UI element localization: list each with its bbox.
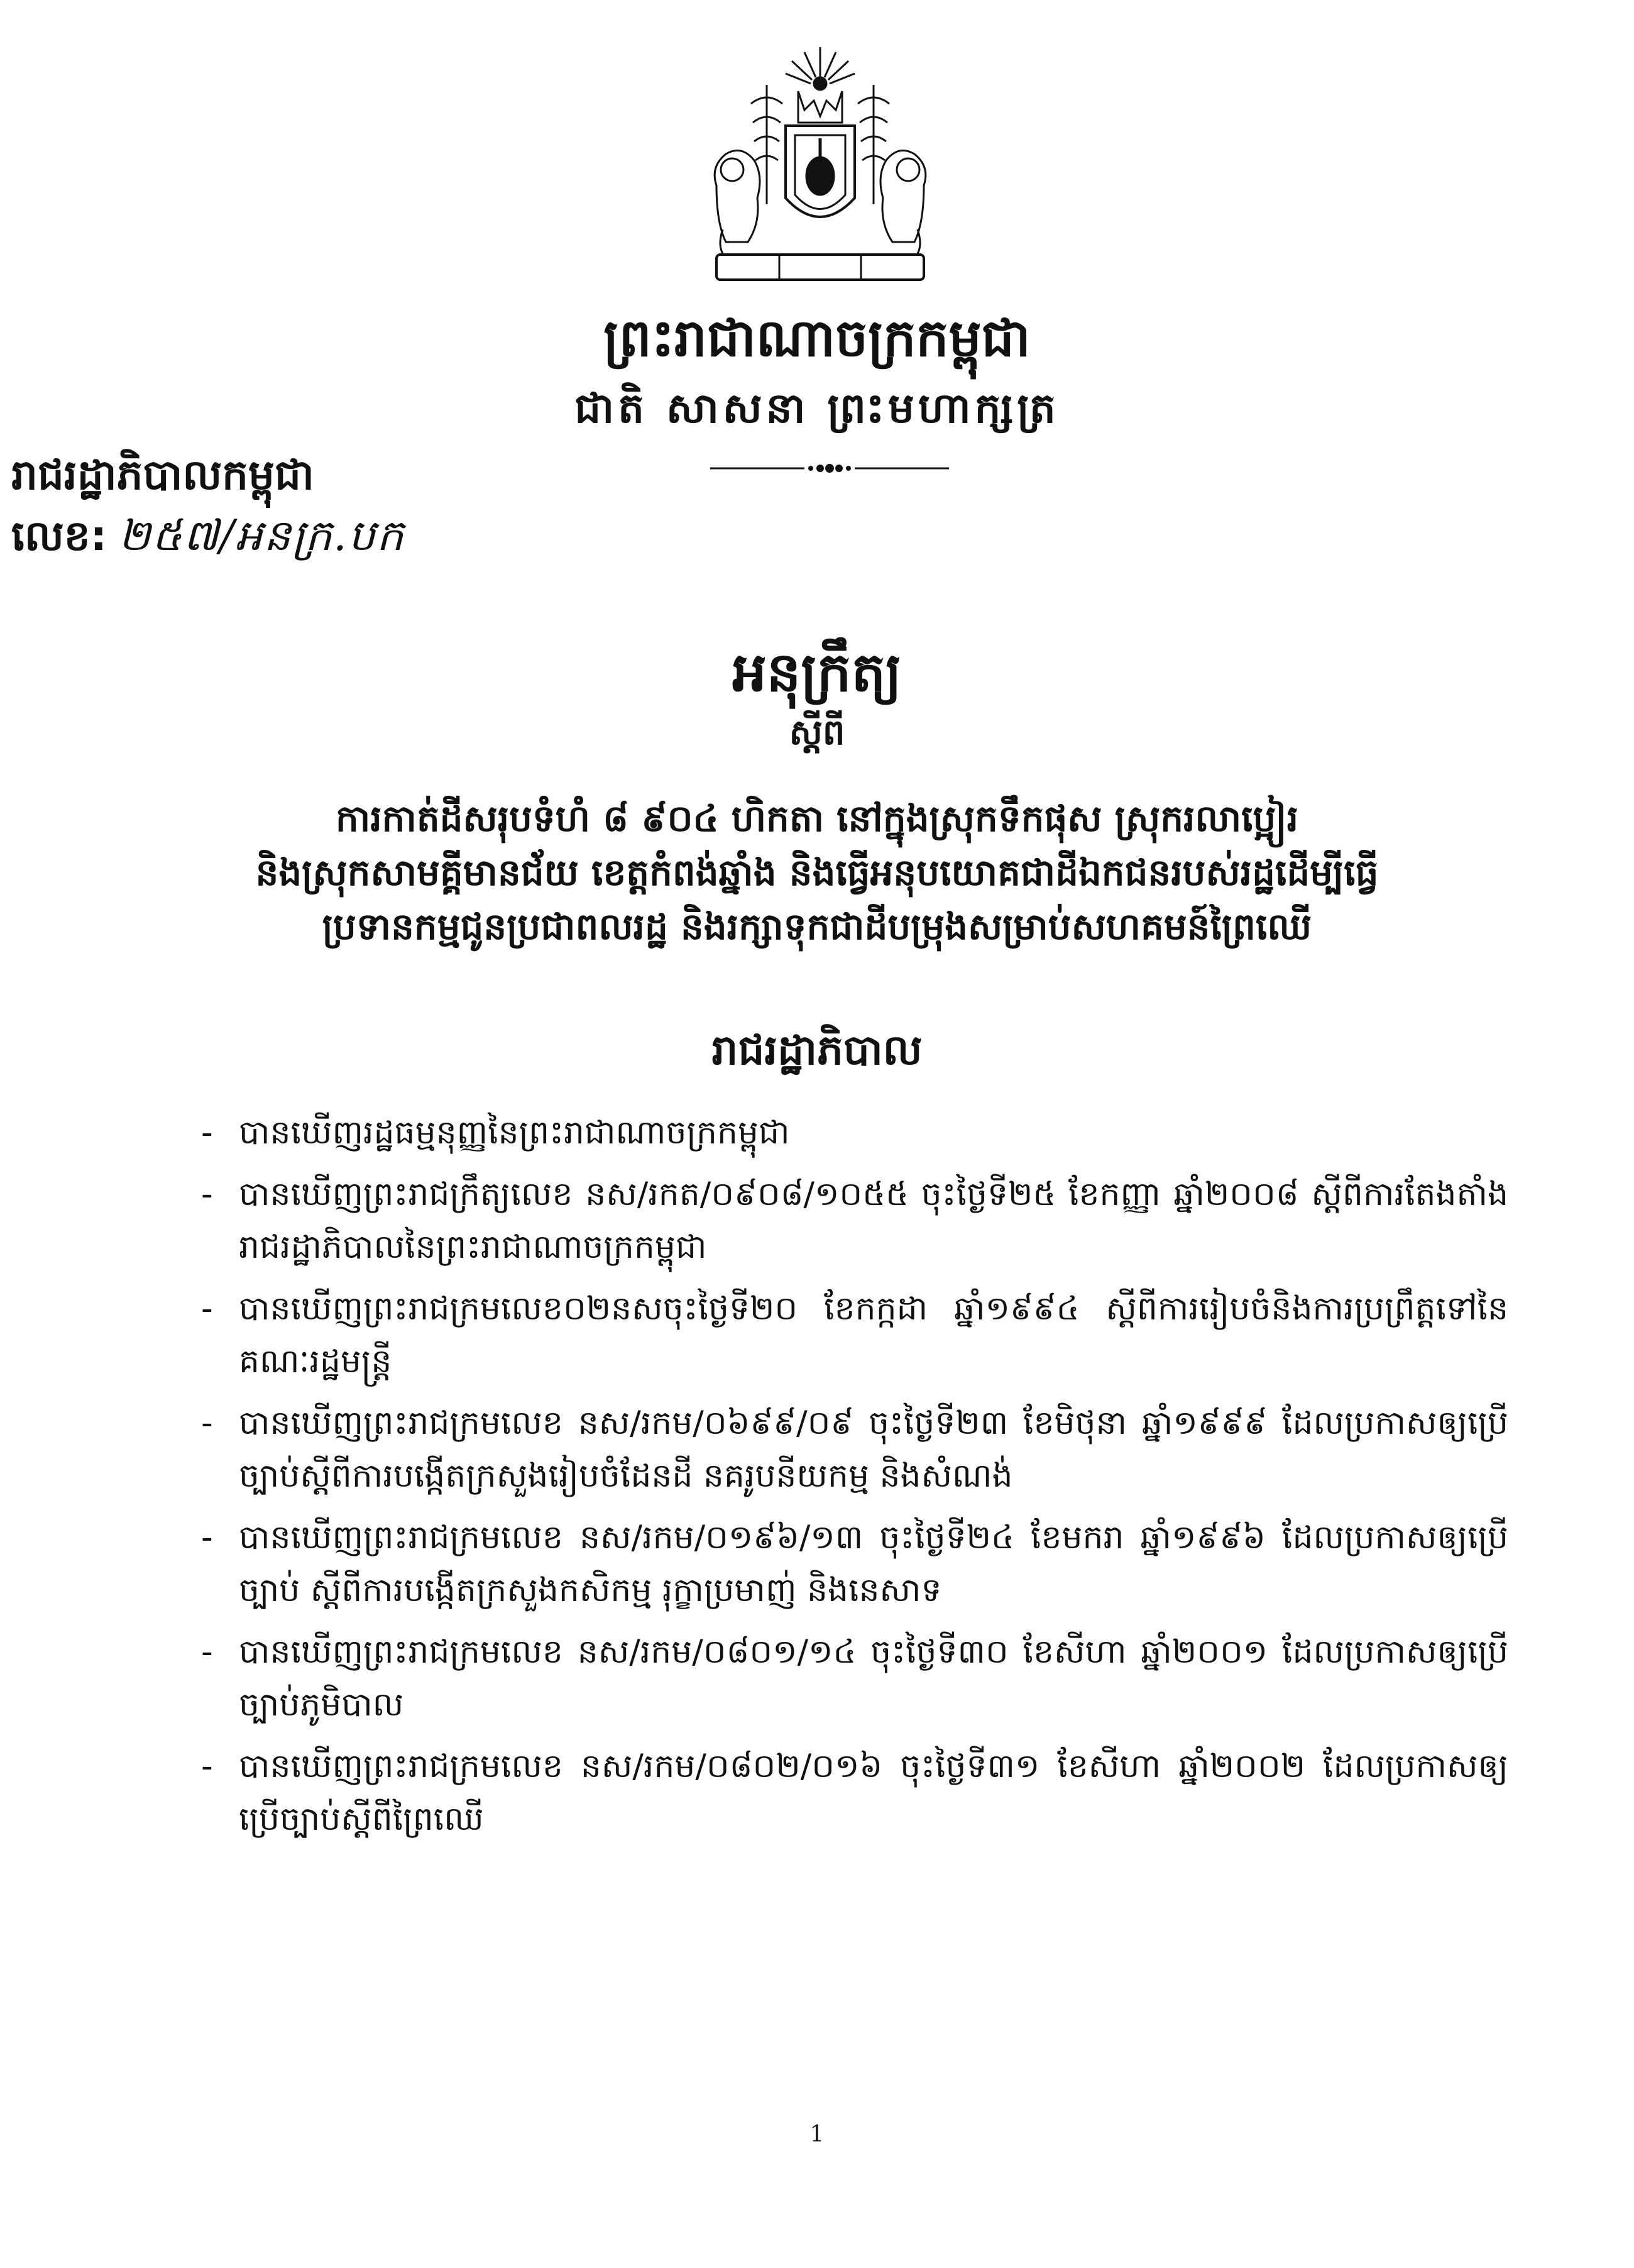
reference-number bbox=[11, 509, 405, 571]
list-item-text: បានឃើញព្រះរាជក្រឹត្យលេខ នស/រកត/០៩០៨/១០៥៥ ចុះថ្ងៃទី២៥ ខែកញ្ញា ឆ្នាំ២០០៨ ស្ដីពីការតែងតាំងរាជរដ្ឋាភិបាលនៃព្រះរាជាណាចក្រកម្ពុជា bbox=[239, 1175, 1508, 1266]
list-item-text: បានឃើញរដ្ឋធម្មនុញ្ញនៃព្រះរាជាណាចក្រកម្ពុជា bbox=[239, 1114, 790, 1152]
bullet-dash: - bbox=[201, 1290, 213, 1328]
list-item bbox=[201, 1168, 1508, 1274]
list-item bbox=[201, 1740, 1508, 1846]
ornamental-divider bbox=[710, 462, 949, 475]
list-item-text: បានឃើញព្រះរាជក្រមលេខ នស/រកម/០៦៩៩/០៩ ចុះថ្ងៃទី២៣ ខែមិថុនា ឆ្នាំ១៩៩៩ ដែលប្រកាសឲ្យប្រើច្បាប់ស្ដីពីការបង្កើតក្រសួងរៀបចំដែនដី នគរូបនីយកម្ម និងសំណង់ bbox=[239, 1404, 1508, 1495]
list-item bbox=[201, 1511, 1508, 1617]
bullet-dash: - bbox=[201, 1633, 213, 1671]
reference-number-value: ២៥៧/អនក្រ.បក bbox=[118, 511, 405, 561]
list-item bbox=[201, 1397, 1508, 1502]
preamble-title: រាជរដ្ឋាភិបាល bbox=[711, 1026, 923, 1074]
subject-line: និងស្រុកសាមគ្គីមានជ័យ ខេត្តកំពង់ឆ្នាំង និងធ្វើអនុបយោគជាដីឯកជនរបស់រដ្ឋដើម្បីធ្វើ bbox=[255, 851, 1379, 894]
bullet-dash: - bbox=[201, 1114, 213, 1152]
national-motto: ជាតិ សាសនា ព្រះមហាក្សត្រ bbox=[574, 384, 1060, 432]
bullet-dash: - bbox=[201, 1175, 213, 1213]
subject-line: ប្រទានកម្មជូនប្រជាពលរដ្ឋ និងរក្សាទុកជាដីបម្រុងសម្រាប់សហគមន៍ព្រៃឈើ bbox=[322, 905, 1312, 948]
bullet-dash: - bbox=[201, 1404, 213, 1442]
list-item bbox=[201, 1282, 1508, 1388]
page-number: 1 bbox=[809, 2122, 825, 2147]
subject-line: ការកាត់ដីសរុបទំហំ ៨ ៩០៤ ហិកតា នៅក្នុងស្រុកទឹកផុស ស្រុករលាប្អៀរ bbox=[336, 797, 1298, 840]
bullet-dash: - bbox=[201, 1748, 213, 1785]
sun-rays-icon bbox=[786, 47, 855, 90]
royal-coat-of-arms-emblem bbox=[698, 41, 943, 292]
document-subject bbox=[207, 792, 1427, 954]
list-item bbox=[201, 1106, 1508, 1159]
preamble-list bbox=[201, 1106, 1508, 1854]
about-label: ស្ដីពី bbox=[789, 712, 845, 753]
list-item-text: បានឃើញព្រះរាជក្រមលេខ នស/រកម/០១៩៦/១៣ ចុះថ្ងៃទី២៤ ខែមករា ឆ្នាំ១៩៩៦ ដែលប្រកាសឲ្យប្រើច្បាប់ ស្ដីពីការបង្កើតក្រសួងកសិកម្ម រុក្ខាប្រមាញ់ និងនេសាទ bbox=[239, 1519, 1508, 1609]
list-item-text: បានឃើញព្រះរាជក្រមលេខ០២នសចុះថ្ងៃទី២០ ខែកក្កដា ឆ្នាំ១៩៩៤ ស្ដីពីការរៀបចំនិងការប្រព្រឹត្តទៅនៃគណៈរដ្ឋមន្ត្រី bbox=[239, 1290, 1508, 1380]
kingdom-name: ព្រះរាជាណាចក្រកម្ពុជា bbox=[603, 309, 1031, 368]
bullet-dash: - bbox=[201, 1519, 213, 1556]
list-item bbox=[201, 1626, 1508, 1731]
right-gajasingha-icon bbox=[880, 150, 926, 258]
document-type-title: អនុក្រឹត្យ bbox=[732, 641, 902, 704]
issuing-government: រាជរដ្ឋាភិបាលកម្ពុជា bbox=[11, 451, 314, 499]
list-item-text: បានឃើញព្រះរាជក្រមលេខ នស/រកម/០៨០២/០១៦ ចុះថ្ងៃទី៣១ ខែសីហា ឆ្នាំ២០០២ ដែលប្រកាសឲ្យ ប្រើច្បាប់ស្ដីពីព្រៃឈើ bbox=[239, 1748, 1508, 1838]
list-item-text: បានឃើញព្រះរាជក្រមលេខ នស/រកម/០៨០១/១៤ ចុះថ្ងៃទី៣០ ខែសីហា ឆ្នាំ២០០១ ដែលប្រកាសឲ្យប្រើច្បាប់ភូមិបាល bbox=[239, 1633, 1508, 1724]
left-lion-icon bbox=[715, 150, 760, 258]
reference-number-label: លេខ: bbox=[11, 512, 107, 560]
